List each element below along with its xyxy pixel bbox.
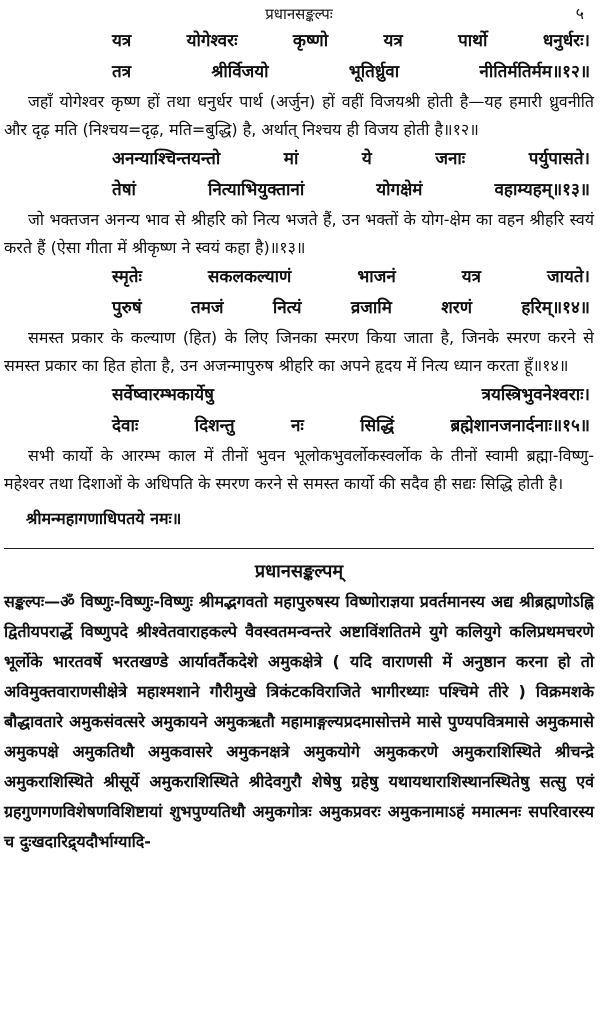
commentary-14: समस्त प्रकार के कल्याण (हित) के लिए जिनका स्मरण किया जाता है, जिनके स्मरण करने से समस्त प्रकार का हित होता है, उन अजन्मापुरुष श्रीहरि का अपने हृदय में नित्य ध्यान करता हूँ॥१४॥ [4,328,594,375]
verse-line: देवाः दिशन्तु नः सिद्धिं ब्रह्मेशानजनार्दनाः॥१५॥ [112,416,590,436]
verse-line: पुरुषं तमजं नित्यं व्रजामि शरणं हरिम्॥१४॥ [112,298,590,318]
section-divider [4,548,594,549]
page-number: ५ [575,4,584,23]
section-title: प्रधानसङ्कल्पम् [254,561,344,582]
sankalpa-text: सङ्कल्पः—ॐ विष्णुः-विष्णुः-विष्णुः श्रीमद्भगवतो महापुरुषस्य विष्णोराज्ञया प्रवर्तमानस्य अद्य श्रीब्रह्मणोऽह्नि द्वितीयपरार्द्धे विष्णुपदे श्रीश्वेतवाराहकल्पे वैवस्वतमन्वन्तरे अष्टाविंशतितमे युगे कलियुगे कलिप्रथमचरणे भूर्लोके भारतवर्षे भरतखण्डे आर्यावर्तैकदेशे अमुकक्षेत्रे ( यदि वाराणसी में अनुष्ठान करना हो तो अविमुक्तवाराणसीक्षेत्रे महाश्मशाने गौरीमुखे त्रिकंटकविराजिते भागीरथ्याः पश्चिमे तीरे ) विक्रमशके बौद्धावतारे अमुकसंवत्सरे अमुकायने अमुकऋतौ महामाङ्गल्यप्रदमासोत्तमे मासे पुण्यपवित्रमासे अमुकमासे अमुकपक्षे अमुकतिथौ अमुकवासरे अमुकनक्षत्रे अमुकयोगे अमुककरणे अमुकराशिस्थिते श्रीचन्द्रे अमुकराशिस्थिते श्रीसूर्ये अमुकराशिस्थिते श्रीदेवगुरौ शेषेषु ग्रहेषु यथायथाराशिस्थानस्थितेषु सत्सु एवं ग्रहगुणगणविशेषणविशिष्टायां शुभपुण्यतिथौ अमुकगोत्रः अमुकप्रवरः अमुकनामाऽहं ममात्मनः सपरिवारस्य च दुःखदारिद्र्यदौर्भाग्यादि- [4,592,594,851]
verse-15 [4,380,594,442]
invocation-line: श्रीमन्महागणाधिपतये नमः॥ [26,509,182,528]
verse-14 [4,262,594,324]
verse-line: तेषां नित्याभियुक्तानां योगक्षेमं वहाम्यहम्॥१३॥ [112,180,590,200]
commentary-12: जहाँ योगेश्वर कृष्ण हों तथा धनुर्धर पार्थ (अर्जुन) हों वहीं विजयश्री होती है—यह हमारी ध्रुवनीति और दृढ़ मति (निश्चय=दृढ़, मति=बुद्धि) है, अर्थात् निश्चय ही विजय होती है॥१२॥ [4,92,594,139]
commentary-15: सभी कार्यो के आरम्भ काल में तीनों भुवन भूलोकभुवर्लोकस्वर्लोक के तीनों स्वामी ब्रह्मा-विष्णु-महेश्वर तथा दिशाओं के अधिपति के स्मरण करने से समस्त कार्यो की सदैव ही सद्यः सिद्धि होती है। [4,446,594,493]
running-header [4,0,594,26]
verse-12 [4,26,594,88]
verse-line: अनन्याश्चिन्तयन्तो मां ये जनाः पर्युपासते। [112,149,590,169]
verse-line: तत्र श्रीर्विजयो भूतिर्ध्रुवा नीतिर्मतिर्मम॥१२॥ [112,62,590,82]
verse-line: स्मृतेः सकलकल्याणं भाजनं यत्र जायते। [112,267,590,287]
verse-line: यत्र योगेश्वरः कृष्णो यत्र पार्थो धनुर्धरः। [112,31,590,51]
commentary-13: जो भक्तजन अनन्य भाव से श्रीहरि को नित्य भजते हैं, उन भक्तों के योग-क्षेम का वहन श्रीहरि स्वयं करते हैं (ऐसा गीता में श्रीकृष्ण ने स्वयं कहा है)॥१३॥ [4,210,594,257]
running-title: प्रधानसङ्कल्पः [265,5,333,23]
verse-13 [4,144,594,206]
verse-line: सर्वेष्वारम्भकार्येषु त्रयस्त्रिभुवनेश्वराः। [112,385,590,405]
